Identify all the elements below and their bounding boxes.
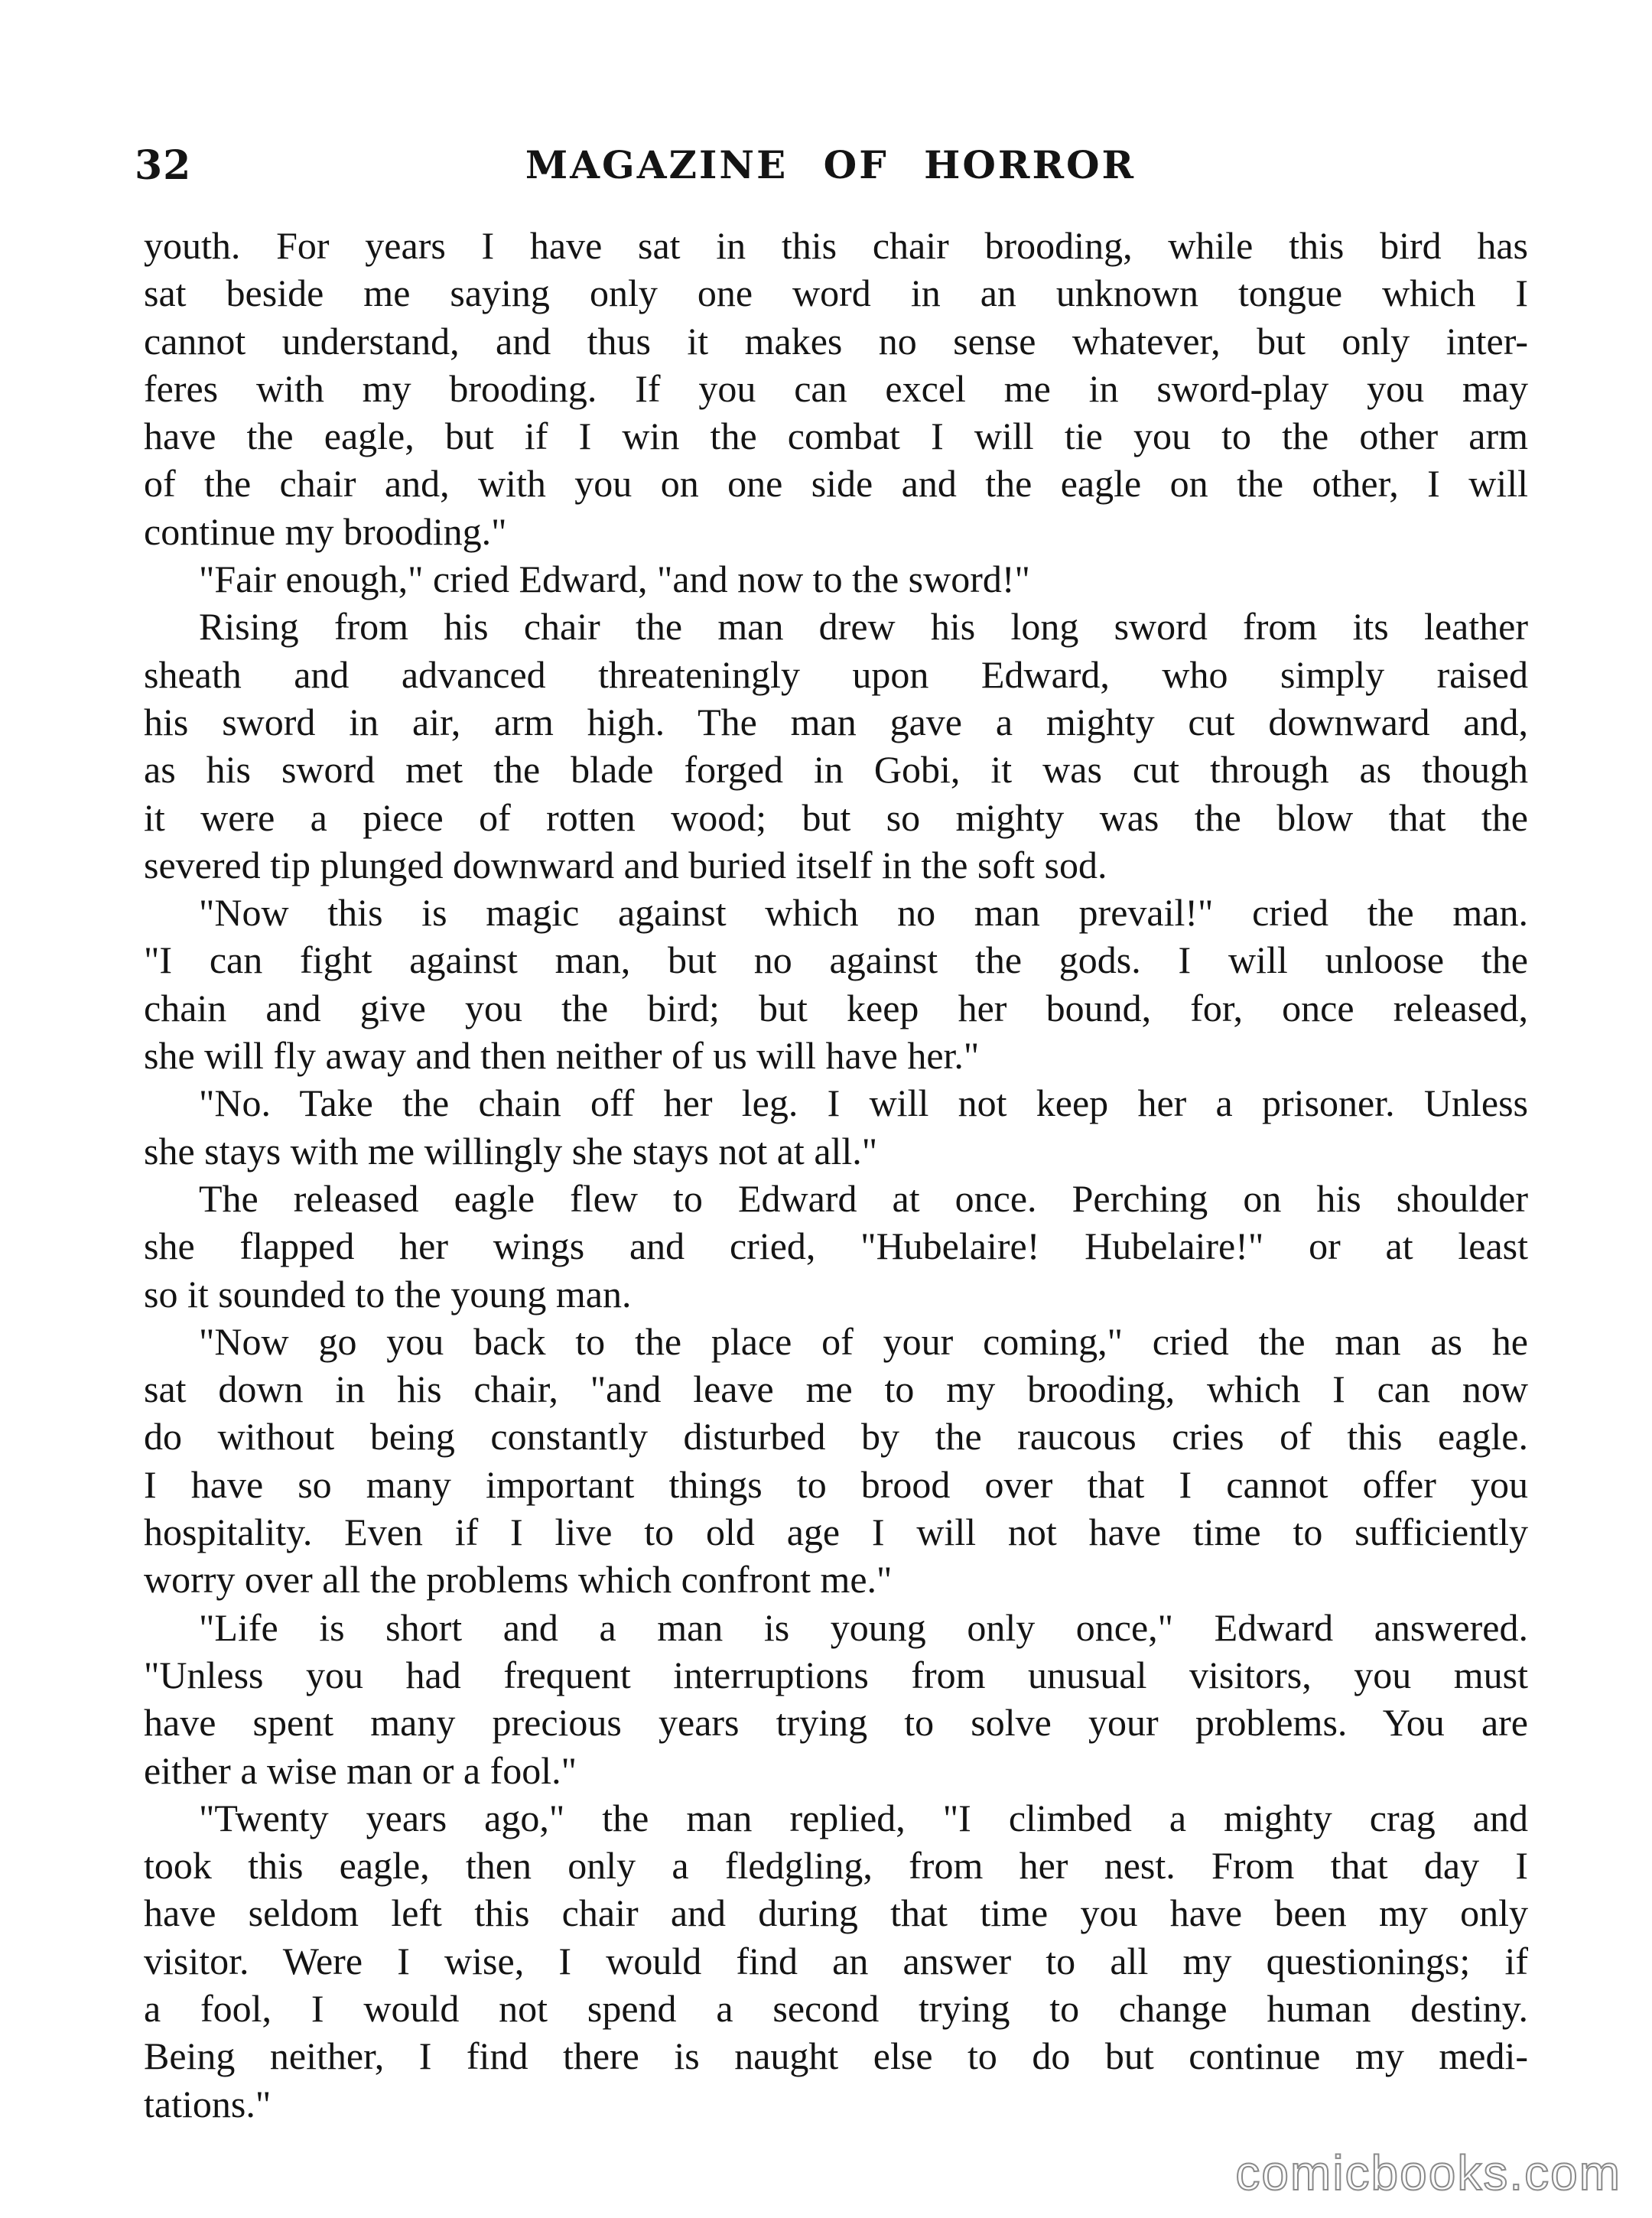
paragraph <box>144 1079 1528 1175</box>
text-line: a fool, I would not spend a second trying to change human destiny. <box>144 1986 1528 2030</box>
text-line: his sword in air, arm high. The man gave a mighty cut downward and, <box>144 700 1528 743</box>
text-line: chain and give you the bird; but keep her bound, for, once released, <box>144 986 1528 1029</box>
paragraph <box>144 603 1528 889</box>
running-head: MAGAZINE OF HORROR <box>525 142 1137 187</box>
text-line: continue my brooding." <box>144 509 507 553</box>
text-line: Being neither, I find there is naught else to do but continue my medi- <box>144 2034 1528 2078</box>
text-line: cannot understand, and thus it makes no sense whatever, but only inter- <box>144 319 1528 363</box>
text-line: The released eagle flew to Edward at once. Perching on his shoulder <box>199 1176 1528 1220</box>
paragraph <box>144 1794 1528 2128</box>
page-header <box>135 142 1527 203</box>
text-line: she stays with me willingly she stays not at all." <box>144 1129 878 1172</box>
watermark-logo: comicbooks.com <box>1235 2145 1621 2200</box>
text-line: I have so many important things to brood over that I cannot offer you <box>144 1462 1528 1506</box>
text-line: have spent many precious years trying to solve your problems. You are <box>144 1701 1528 1745</box>
text-line: hospitality. Even if I live to old age I will not have time to sufficiently <box>144 1511 1528 1554</box>
text-line: severed tip plunged downward and buried itself in the soft sod. <box>144 843 1107 886</box>
text-line: either a wise man or a fool." <box>144 1748 577 1792</box>
text-line: so it sounded to the young man. <box>144 1272 632 1316</box>
paragraph <box>144 1175 1528 1318</box>
text-line: feres with my brooding. If you can excel me in sword-play you may <box>144 366 1528 410</box>
text-line: have the eagle, but if I win the combat I will tie you to the other arm <box>144 415 1528 458</box>
text-line: worry over all the problems which confront me." <box>144 1558 893 1602</box>
text-line: she will fly away and then neither of us will have her." <box>144 1034 980 1078</box>
text-line: "Twenty years ago," the man replied, "I climbed a mighty crag and <box>199 1796 1528 1839</box>
text-line: "Life is short and a man is young only once," Edward answered. <box>199 1605 1528 1649</box>
story-text <box>144 222 1528 2128</box>
page-number: 32 <box>135 142 192 189</box>
text-line: "I can fight against man, but no against the gods. I will unloose the <box>144 938 1528 982</box>
text-line: took this eagle, then only a fledgling, from her nest. From that day I <box>144 1844 1528 1888</box>
text-line: do without being constantly disturbed by the raucous cries of this eagle. <box>144 1415 1528 1459</box>
paragraph <box>144 1318 1528 1604</box>
text-line: of the chair and, with you on one side and the eagle on the other, I will <box>144 462 1528 506</box>
text-line: tations." <box>144 2082 272 2125</box>
text-line: Rising from his chair the man drew his long sword from its leather <box>199 605 1528 649</box>
text-line: "Fair enough," cried Edward, "and now to the sword!" <box>199 558 1030 601</box>
text-line: she flapped her wings and cried, "Hubelaire! Hubelaire!" or at least <box>144 1224 1528 1268</box>
text-line: youth. For years I have sat in this chair brooding, while this bird has <box>144 224 1528 267</box>
paragraph <box>144 889 1528 1079</box>
text-line: as his sword met the blade forged in Gobi, it was cut through as though <box>144 748 1528 792</box>
paragraph <box>144 555 1528 603</box>
paragraph <box>144 1604 1528 1794</box>
text-line: sat down in his chair, "and leave me to my brooding, which I can now <box>144 1368 1528 1411</box>
text-line: "Now go you back to the place of your coming," cried the man as he <box>199 1319 1528 1363</box>
text-line: sheath and advanced threateningly upon Edward, who simply raised <box>144 652 1528 696</box>
paragraph <box>144 222 1528 555</box>
text-line: have seldom left this chair and during that time you have been my only <box>144 1891 1528 1935</box>
text-line: it were a piece of rotten wood; but so mighty was the blow that the <box>144 795 1528 839</box>
text-line: sat beside me saying only one word in an unknown tongue which I <box>144 272 1528 315</box>
text-line: visitor. Were I wise, I would find an answer to all my questionings; if <box>144 1939 1528 1982</box>
text-line: "No. Take the chain off her leg. I will not keep her a prisoner. Unless <box>199 1081 1528 1125</box>
text-line: "Now this is magic against which no man prevail!" cried the man. <box>199 891 1528 935</box>
text-line: "Unless you had frequent interruptions from unusual visitors, you must <box>144 1653 1528 1696</box>
